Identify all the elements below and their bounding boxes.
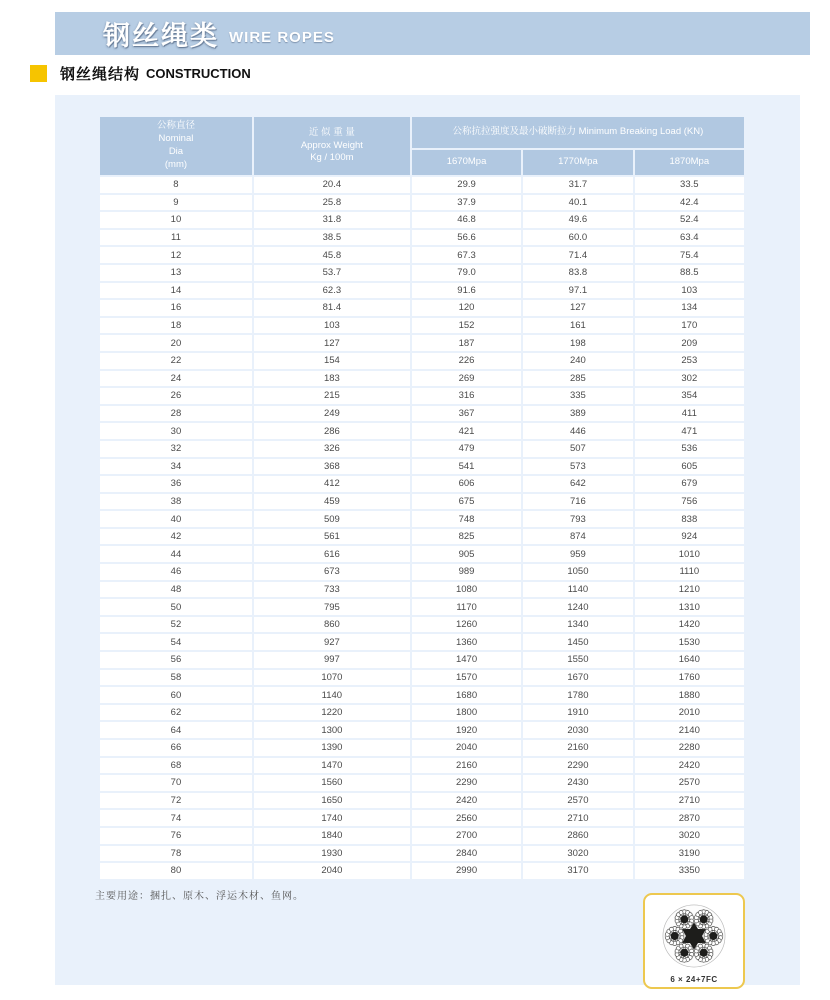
table-row [100, 546, 744, 562]
column-header-1770mpa: 1770Mpa [523, 150, 632, 175]
table-cell: 72 [100, 793, 252, 809]
table-cell: 1880 [635, 687, 744, 703]
main-uses-footnote: 主要用途：捆扎、原木、浮运木材、鱼网。 [95, 891, 304, 902]
table-cell: 302 [635, 371, 744, 387]
table-cell: 62 [100, 705, 252, 721]
table-cell: 2420 [635, 758, 744, 774]
table-cell: 28 [100, 406, 252, 422]
banner-title-zh: 钢丝绳类 [103, 21, 219, 51]
table-cell: 2870 [635, 810, 744, 826]
table-cell: 421 [412, 423, 521, 439]
table-cell: 2420 [412, 793, 521, 809]
table-cell: 1760 [635, 670, 744, 686]
table-row [100, 388, 744, 404]
table-cell: 67.3 [412, 247, 521, 263]
table-cell: 1300 [254, 722, 410, 738]
table-cell: 326 [254, 441, 410, 457]
table-cell: 471 [635, 423, 744, 439]
table-cell: 1560 [254, 775, 410, 791]
table-cell: 316 [412, 388, 521, 404]
table-cell: 286 [254, 423, 410, 439]
table-cell: 20 [100, 335, 252, 351]
table-cell: 44 [100, 546, 252, 562]
table-row [100, 195, 744, 211]
table-cell: 1210 [635, 582, 744, 598]
table-cell: 2010 [635, 705, 744, 721]
table-cell: 335 [523, 388, 632, 404]
table-cell: 459 [254, 494, 410, 510]
table-row [100, 634, 744, 650]
table-cell: 748 [412, 511, 521, 527]
table-row [100, 599, 744, 615]
table-cell: 3020 [523, 846, 632, 862]
table-row [100, 846, 744, 862]
table-cell: 187 [412, 335, 521, 351]
table-cell: 2030 [523, 722, 632, 738]
table-cell: 1080 [412, 582, 521, 598]
table-cell: 2700 [412, 828, 521, 844]
table-row [100, 775, 744, 791]
table-cell: 1220 [254, 705, 410, 721]
table-cell: 905 [412, 546, 521, 562]
page-banner [55, 12, 810, 55]
table-cell: 1390 [254, 740, 410, 756]
table-row [100, 863, 744, 879]
table-cell: 36 [100, 476, 252, 492]
table-cell: 16 [100, 300, 252, 316]
table-cell: 1240 [523, 599, 632, 615]
table-row [100, 212, 744, 228]
table-cell: 48 [100, 582, 252, 598]
table-cell: 97.1 [523, 283, 632, 299]
table-cell: 134 [635, 300, 744, 316]
table-cell: 103 [254, 318, 410, 334]
rope-cross-section-diagram [655, 898, 733, 974]
table-cell: 795 [254, 599, 410, 615]
table-row [100, 371, 744, 387]
table-cell: 34 [100, 459, 252, 475]
table-cell: 285 [523, 371, 632, 387]
table-cell: 56.6 [412, 230, 521, 246]
table-cell: 170 [635, 318, 744, 334]
table-cell: 25.8 [254, 195, 410, 211]
table-cell: 1140 [523, 582, 632, 598]
table-cell: 606 [412, 476, 521, 492]
table-row [100, 687, 744, 703]
table-cell: 1530 [635, 634, 744, 650]
table-row [100, 247, 744, 263]
table-cell: 11 [100, 230, 252, 246]
table-row [100, 758, 744, 774]
yellow-bullet-icon [30, 65, 47, 82]
table-row [100, 494, 744, 510]
table-cell: 63.4 [635, 230, 744, 246]
table-cell: 716 [523, 494, 632, 510]
table-cell: 71.4 [523, 247, 632, 263]
table-cell: 269 [412, 371, 521, 387]
table-cell: 46.8 [412, 212, 521, 228]
table-cell: 2160 [523, 740, 632, 756]
table-cell: 52 [100, 617, 252, 633]
table-row [100, 177, 744, 193]
table-cell: 1640 [635, 652, 744, 668]
table-cell: 536 [635, 441, 744, 457]
column-header-1670mpa: 1670Mpa [412, 150, 521, 175]
table-cell: 240 [523, 353, 632, 369]
table-cell: 226 [412, 353, 521, 369]
table-cell: 605 [635, 459, 744, 475]
table-cell: 997 [254, 652, 410, 668]
table-cell: 679 [635, 476, 744, 492]
column-header-1870mpa: 1870Mpa [635, 150, 744, 175]
table-cell: 60 [100, 687, 252, 703]
table-cell: 60.0 [523, 230, 632, 246]
table-cell: 120 [412, 300, 521, 316]
table-cell: 46 [100, 564, 252, 580]
table-cell: 52.4 [635, 212, 744, 228]
table-cell: 1570 [412, 670, 521, 686]
table-row [100, 582, 744, 598]
table-cell: 2860 [523, 828, 632, 844]
table-cell: 103 [635, 283, 744, 299]
table-row [100, 564, 744, 580]
table-cell: 12 [100, 247, 252, 263]
table-cell: 127 [254, 335, 410, 351]
table-cell: 42 [100, 529, 252, 545]
table-cell: 1800 [412, 705, 521, 721]
table-cell: 412 [254, 476, 410, 492]
table-cell: 50 [100, 599, 252, 615]
table-row [100, 652, 744, 668]
table-cell: 249 [254, 406, 410, 422]
table-row [100, 353, 744, 369]
section-title-zh: 钢丝绳结构 [60, 66, 141, 83]
table-cell: 2710 [523, 810, 632, 826]
table-cell: 1340 [523, 617, 632, 633]
table-cell: 733 [254, 582, 410, 598]
table-row [100, 828, 744, 844]
table-cell: 45.8 [254, 247, 410, 263]
table-row [100, 441, 744, 457]
table-cell: 66 [100, 740, 252, 756]
table-cell: 2290 [523, 758, 632, 774]
table-cell: 860 [254, 617, 410, 633]
table-cell: 1910 [523, 705, 632, 721]
table-cell: 20.4 [254, 177, 410, 193]
column-header-approx-weight: 近 似 重 量 Approx Weight Kg / 100m [254, 117, 410, 175]
table-cell: 367 [412, 406, 521, 422]
table-cell: 2140 [635, 722, 744, 738]
table-row [100, 670, 744, 686]
table-cell: 1070 [254, 670, 410, 686]
table-cell: 75.4 [635, 247, 744, 263]
table-cell: 354 [635, 388, 744, 404]
table-cell: 209 [635, 335, 744, 351]
table-cell: 756 [635, 494, 744, 510]
table-cell: 1650 [254, 793, 410, 809]
table-cell: 1010 [635, 546, 744, 562]
table-cell: 1140 [254, 687, 410, 703]
table-cell: 76 [100, 828, 252, 844]
table-row [100, 230, 744, 246]
table-row [100, 406, 744, 422]
table-cell: 62.3 [254, 283, 410, 299]
rope-cross-section-box [643, 893, 745, 989]
table-cell: 411 [635, 406, 744, 422]
table-cell: 1170 [412, 599, 521, 615]
table-row [100, 617, 744, 633]
table-cell: 3190 [635, 846, 744, 862]
table-cell: 198 [523, 335, 632, 351]
table-cell: 2160 [412, 758, 521, 774]
table-cell: 54 [100, 634, 252, 650]
table-row [100, 423, 744, 439]
table-cell: 78 [100, 846, 252, 862]
table-cell: 80 [100, 863, 252, 879]
banner-title-en: WIRE ROPES [229, 29, 335, 46]
table-row [100, 740, 744, 756]
table-cell: 40.1 [523, 195, 632, 211]
table-row [100, 300, 744, 316]
table-cell: 183 [254, 371, 410, 387]
table-cell: 793 [523, 511, 632, 527]
table-cell: 1470 [412, 652, 521, 668]
table-cell: 1920 [412, 722, 521, 738]
table-cell: 509 [254, 511, 410, 527]
table-row [100, 265, 744, 281]
table-cell: 2990 [412, 863, 521, 879]
table-cell: 1260 [412, 617, 521, 633]
table-row [100, 335, 744, 351]
table-cell: 22 [100, 353, 252, 369]
table-cell: 2840 [412, 846, 521, 862]
table-cell: 2710 [635, 793, 744, 809]
table-cell: 1740 [254, 810, 410, 826]
table-cell: 2570 [523, 793, 632, 809]
table-cell: 959 [523, 546, 632, 562]
table-cell: 83.8 [523, 265, 632, 281]
table-cell: 3350 [635, 863, 744, 879]
table-cell: 642 [523, 476, 632, 492]
table-cell: 18 [100, 318, 252, 334]
table-row [100, 511, 744, 527]
table-cell: 1310 [635, 599, 744, 615]
table-cell: 37.9 [412, 195, 521, 211]
table-cell: 2560 [412, 810, 521, 826]
table-cell: 58 [100, 670, 252, 686]
rope-construction-label: 6 × 24+7FC [670, 975, 718, 984]
table-cell: 389 [523, 406, 632, 422]
table-cell: 64 [100, 722, 252, 738]
table-cell: 81.4 [254, 300, 410, 316]
table-cell: 924 [635, 529, 744, 545]
table-row [100, 283, 744, 299]
table-cell: 675 [412, 494, 521, 510]
table-cell: 31.7 [523, 177, 632, 193]
table-cell: 88.5 [635, 265, 744, 281]
table-cell: 215 [254, 388, 410, 404]
table-cell: 507 [523, 441, 632, 457]
table-cell: 1360 [412, 634, 521, 650]
table-cell: 838 [635, 511, 744, 527]
table-cell: 56 [100, 652, 252, 668]
table-cell: 2040 [254, 863, 410, 879]
section-title-en: CONSTRUCTION [146, 66, 251, 81]
table-cell: 2280 [635, 740, 744, 756]
table-cell: 3170 [523, 863, 632, 879]
table-cell: 2290 [412, 775, 521, 791]
table-cell: 26 [100, 388, 252, 404]
table-cell: 2430 [523, 775, 632, 791]
table-cell: 38.5 [254, 230, 410, 246]
table-cell: 253 [635, 353, 744, 369]
table-cell: 31.8 [254, 212, 410, 228]
table-cell: 152 [412, 318, 521, 334]
table-cell: 673 [254, 564, 410, 580]
wire-rope-spec-table [98, 115, 746, 881]
table-cell: 14 [100, 283, 252, 299]
table-row [100, 705, 744, 721]
table-cell: 1420 [635, 617, 744, 633]
table-cell: 1930 [254, 846, 410, 862]
table-cell: 53.7 [254, 265, 410, 281]
table-cell: 10 [100, 212, 252, 228]
table-cell: 29.9 [412, 177, 521, 193]
table-cell: 74 [100, 810, 252, 826]
table-cell: 1780 [523, 687, 632, 703]
table-cell: 33.5 [635, 177, 744, 193]
table-cell: 541 [412, 459, 521, 475]
table-cell: 1470 [254, 758, 410, 774]
table-cell: 1680 [412, 687, 521, 703]
table-cell: 24 [100, 371, 252, 387]
table-cell: 616 [254, 546, 410, 562]
table-row [100, 476, 744, 492]
table-cell: 479 [412, 441, 521, 457]
table-cell: 154 [254, 353, 410, 369]
table-row [100, 459, 744, 475]
table-cell: 1670 [523, 670, 632, 686]
table-cell: 79.0 [412, 265, 521, 281]
table-cell: 1550 [523, 652, 632, 668]
table-row [100, 318, 744, 334]
table-cell: 70 [100, 775, 252, 791]
table-cell: 2040 [412, 740, 521, 756]
table-cell: 8 [100, 177, 252, 193]
section-heading [30, 63, 251, 84]
table-cell: 446 [523, 423, 632, 439]
table-cell: 874 [523, 529, 632, 545]
table-cell: 561 [254, 529, 410, 545]
table-cell: 49.6 [523, 212, 632, 228]
table-cell: 3020 [635, 828, 744, 844]
table-cell: 38 [100, 494, 252, 510]
table-cell: 2570 [635, 775, 744, 791]
table-cell: 32 [100, 441, 252, 457]
table-body [100, 177, 744, 879]
table-cell: 1110 [635, 564, 744, 580]
table-row [100, 529, 744, 545]
table-cell: 368 [254, 459, 410, 475]
column-header-breaking-load: 公称抗拉强度及最小破断拉力 Minimum Breaking Load (KN) [412, 117, 744, 148]
table-cell: 40 [100, 511, 252, 527]
table-cell: 1840 [254, 828, 410, 844]
table-cell: 68 [100, 758, 252, 774]
table-row [100, 722, 744, 738]
column-header-nominal-dia: 公称直径 Nominal Dia (mm) [100, 117, 252, 175]
content-panel [55, 95, 800, 985]
table-cell: 42.4 [635, 195, 744, 211]
table-cell: 9 [100, 195, 252, 211]
table-cell: 1050 [523, 564, 632, 580]
table-cell: 989 [412, 564, 521, 580]
table-cell: 127 [523, 300, 632, 316]
table-cell: 573 [523, 459, 632, 475]
table-cell: 91.6 [412, 283, 521, 299]
table-cell: 1450 [523, 634, 632, 650]
table-row [100, 793, 744, 809]
table-cell: 13 [100, 265, 252, 281]
table-row [100, 810, 744, 826]
table-cell: 825 [412, 529, 521, 545]
table-cell: 30 [100, 423, 252, 439]
table-cell: 927 [254, 634, 410, 650]
table-cell: 161 [523, 318, 632, 334]
